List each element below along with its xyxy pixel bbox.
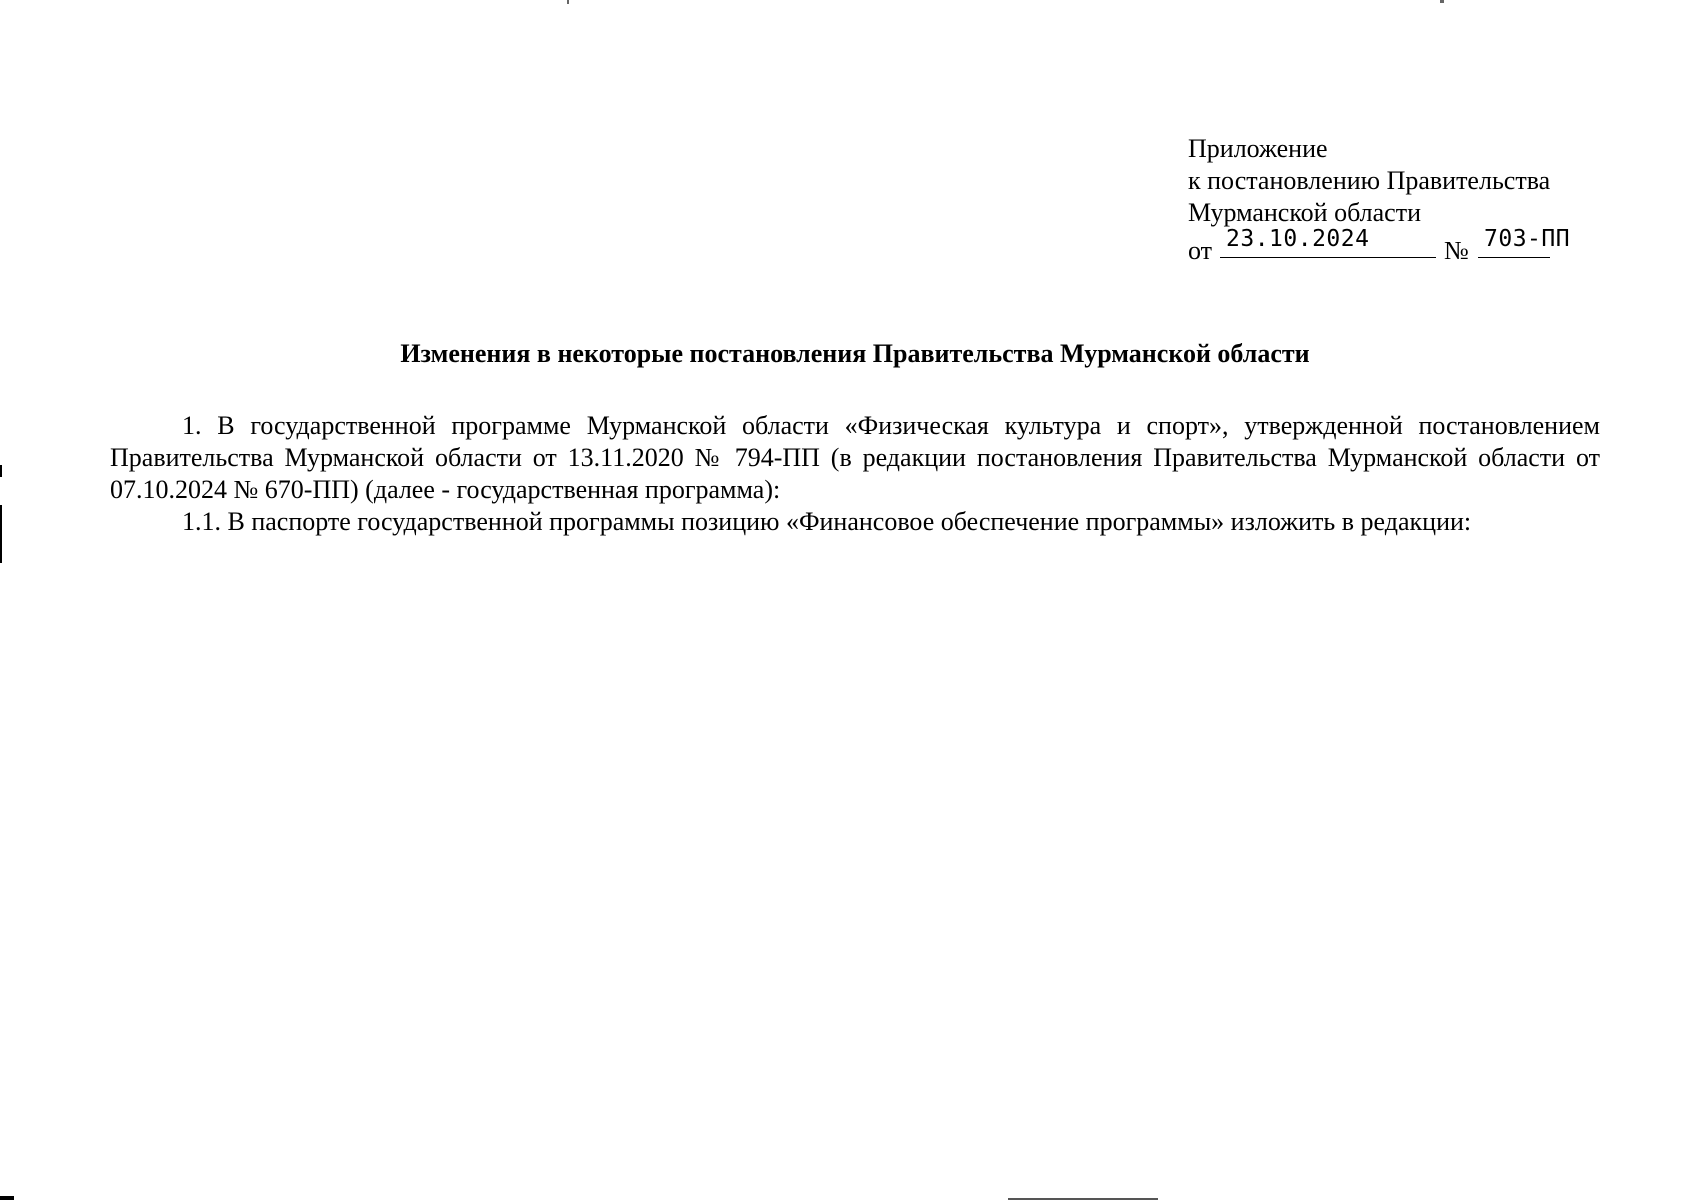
number-field xyxy=(1478,226,1571,258)
number-sign: № xyxy=(1444,236,1469,265)
date-prefix: от xyxy=(1188,236,1213,265)
scan-top-speck xyxy=(567,0,569,4)
date-value: 23.10.2024 xyxy=(1226,226,1370,252)
date-field xyxy=(1220,226,1436,258)
scan-edge-mark xyxy=(0,465,2,477)
scan-top-speck xyxy=(1440,0,1444,3)
appendix-resolution-ref: к постановлению Правительства xyxy=(1188,166,1551,195)
paragraph-1-1: 1.1. В паспорте государственной программы позицию «Финансовое обеспечение программы» изложить в редакции: xyxy=(182,507,1472,536)
document-title: Изменения в некоторые постановления Правительства Мурманской области xyxy=(400,339,1310,368)
appendix-date-number-line xyxy=(1188,226,1608,269)
scan-edge-mark xyxy=(0,1196,14,1200)
appendix-block xyxy=(1188,133,1608,269)
document-body xyxy=(110,410,1600,538)
scan-edge-mark xyxy=(0,505,2,563)
appendix-heading: Приложение xyxy=(1188,134,1328,163)
number-value: 703-ПП xyxy=(1484,226,1571,252)
paragraph-1: 1. В государственной программе Мурманской области «Физическая культура и спорт», утвержденной постановлением Правительства Мурманской области от 13.11.2020 № 794-ПП (в редакции постановления Правительства Мурманской области от 07.10.2024 № 670-ПП) (далее - государственная программа): xyxy=(110,411,1600,504)
appendix-region: Мурманской области xyxy=(1188,198,1421,227)
